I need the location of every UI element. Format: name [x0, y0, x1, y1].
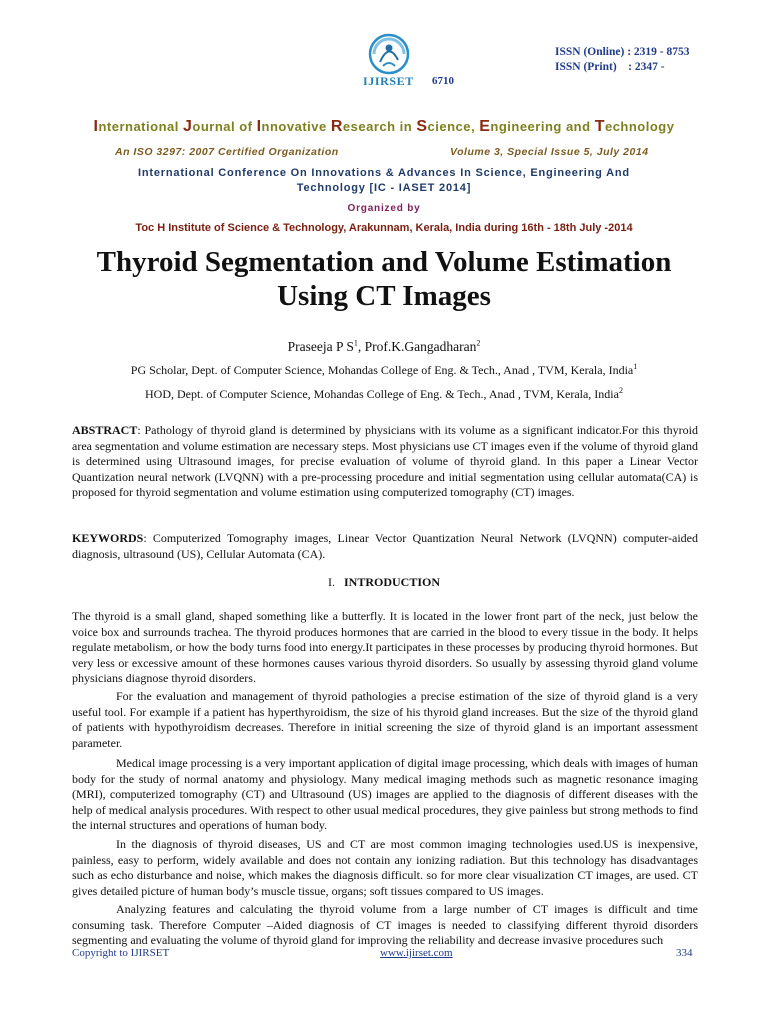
issn-online: ISSN (Online) : 2319 - 8753: [555, 46, 690, 58]
affiliation: [0, 387, 768, 402]
conference-line: Technology [IC - IASET 2014]: [296, 182, 472, 194]
abstract-label: ABSTRACT: [72, 423, 138, 437]
keywords-text: : Computerized Tomography images, Linear Vector Quantization Neural Network (LVQNN) computer-aided diagnosis, ultrasound (US), Cellular Automata (CA).: [72, 531, 698, 561]
journal-initial: I: [93, 118, 99, 135]
conference-name: [100, 166, 668, 196]
author-affiliation-mark: 1: [353, 338, 358, 348]
keywords-label: KEYWORDS: [72, 531, 144, 545]
author-affiliation-mark: 2: [476, 338, 481, 348]
journal-word: esearch in: [342, 119, 417, 134]
journal-initial: T: [594, 118, 605, 135]
conference-line: International Conference On Innovations & Advances In Science, Engineering And: [138, 167, 630, 179]
author-name: Prof.K.Gangadharan: [364, 339, 477, 354]
page-number: 334: [676, 947, 693, 959]
journal-word: ournal of: [192, 119, 257, 134]
journal-initial: I: [256, 118, 262, 135]
body-paragraph: For the evaluation and management of thyroid pathologies a precise estimation of the size of thyroid gland is a very useful tool. For example if a patient has hyperthyroidism, the size of his thyroid gland increases. But the size of the thyroid gland of patients with hypothyroidism decreases. Therefore in initial screening the size of thyroid gland is an important assessment parameter.: [72, 689, 698, 750]
journal-initial: E: [479, 118, 491, 135]
abstract-text: : Pathology of thyroid gland is determined by physicians with its volume as a significant indicator.For this thyroid area segmentation and volume estimation are necessary steps. Most physicians use CT images even if the volume of thyroid gland is determined using Ultrasound images, for precise evaluation of volume of thyroid gland. In this paper a Linear Vector Quantization neural network (LVQNN) with a pre-processing procedure and initial segmentation using cellular automata(CA) is proposed for thyroid segmentation and volume estimation using computerized tomography (CT) images.: [72, 423, 698, 500]
logo-text: IJIRSET: [363, 74, 414, 88]
title-line: Thyroid Segmentation and Volume Estimation: [96, 246, 672, 278]
iso-certification: An ISO 3297: 2007 Certified Organization: [115, 146, 339, 158]
organized-by: Organized by: [347, 203, 421, 214]
keywords: [72, 531, 698, 562]
footer-url-link[interactable]: www.ijirset.com: [380, 947, 453, 959]
journal-word: echnology: [604, 119, 675, 134]
body-paragraph: The thyroid is a small gland, shaped something like a butterfly. It is located in the lower front part of the neck, just below the voice box and surrounds trachea. The thyroid produces hormones that are carried in the blood to every tissue in the body. It helps regulate metabolism, or how the body turns food into energy.It participates in these processes by producing thyroid hormones. But very less or excessive amount of these hormones causes various thyroid disorders. So usually by assessing thyroid gland volume physicians diagnose thyroid disorders.: [72, 609, 698, 686]
journal-word: nternational: [98, 119, 183, 134]
journal-word: cience,: [427, 119, 480, 134]
issn-print: ISSN (Print) : 2347 -: [555, 61, 665, 73]
journal-name: [0, 118, 768, 136]
author-name: Praseeja P S: [287, 339, 354, 354]
body-paragraph: Medical image processing is a very important application of digital image processing, which deals with images of human body for the study of normal anatomy and physiology. Many medical imaging methods such as magnetic resonance imaging (MRI), computerized tomography (CT) and Ultrasound (US) images are applied to the diagnosis of different diseases with the help of medical analysis procedures. With respect to other usual medical procedures, they give painless but strong methods to find the internal structures and operations of human body.: [72, 756, 698, 833]
journal-initial: J: [182, 118, 193, 135]
author-separator: ,: [357, 339, 365, 354]
volume-issue: Volume 3, Special Issue 5, July 2014: [450, 146, 649, 158]
section-title: INTRODUCTION: [343, 575, 440, 589]
body-paragraph: In the diagnosis of thyroid diseases, US and CT are most common imaging technologies used.US is inexpensive, painless, easy to perform, widely available and does not contain any ionizing radiation. But this technology has disadvantages such as echo disturbance and noise, which makes the diagnosis difficult. so for more clear visualization CT images, are used. CT gives detailed picture of human body’s muscle tissue, organs; soft tissues compared to US images.: [72, 837, 698, 898]
paper-title: [40, 245, 728, 313]
affiliation-text: HOD, Dept. of Computer Science, Mohandas College of Eng. & Tech., Anad , TVM, Kerala, India: [145, 387, 619, 401]
issn-number-fragment: 6710: [432, 75, 454, 87]
abstract: [72, 423, 698, 501]
section-heading: [0, 575, 768, 590]
conference-venue: Toc H Institute of Science & Technology, Arakunnam, Kerala, India during 16th - 18th July -2014: [135, 222, 633, 234]
journal-initial: S: [416, 118, 428, 135]
body-paragraph: Analyzing features and calculating the thyroid volume from a large number of CT images is difficult and time consuming task. Therefore Computer –Aided diagnosis of CT images is needed to classifying different thyroid disorders segmenting and evaluating the volume of thyroid gland for improving the reliability and decrease invasive procedures such: [72, 902, 698, 948]
affiliation: [0, 363, 768, 378]
section-number: I.: [327, 575, 335, 589]
footer-copyright: Copyright to IJIRSET: [72, 947, 170, 959]
journal-initial: R: [330, 118, 343, 135]
authors: [0, 339, 768, 355]
journal-word: nnovative: [261, 119, 331, 134]
journal-word: ngineering and: [490, 119, 595, 134]
title-line: Using CT Images: [277, 280, 491, 312]
affiliation-mark: 2: [618, 386, 623, 395]
affiliation-text: PG Scholar, Dept. of Computer Science, Mohandas College of Eng. & Tech., Anad , TVM, Kerala, India: [130, 363, 634, 377]
affiliation-mark: 1: [633, 362, 638, 371]
